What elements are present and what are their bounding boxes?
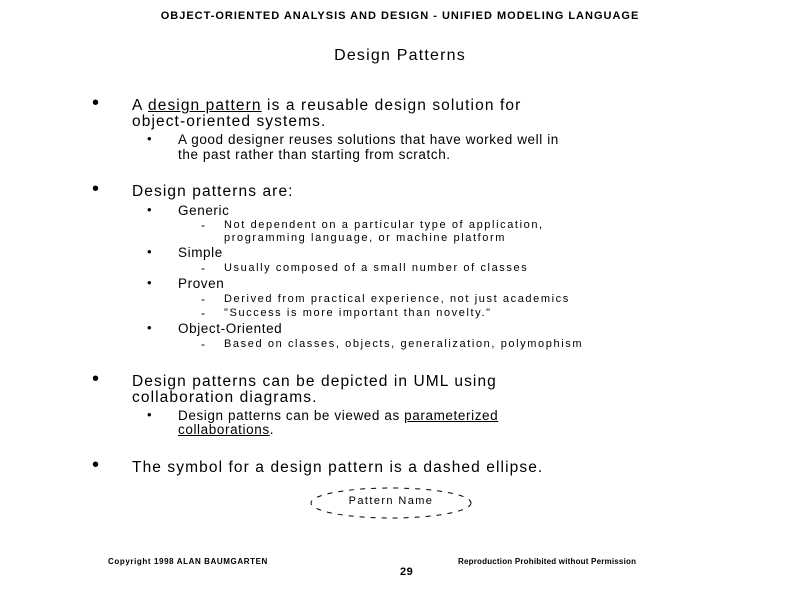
sub-bullet-marker: • [147,275,152,290]
sub-bullet-marker: • [147,244,152,259]
bullet-3-sub-line-1: Design patterns can be viewed as parameterized [178,408,499,423]
generic-detail-1: Not dependent on a particular type of application, [224,219,544,231]
bullet-marker: • [92,92,100,114]
simple-item: Simple [178,245,223,260]
bullet-1-sub-line-2: the past rather than starting from scratch. [178,147,451,162]
detail-marker: - [201,292,205,306]
parameterized-term: parameterized [404,408,499,423]
bullet-3-sub-line-2: collaborations. [178,422,275,437]
sub-bullet-marker: • [147,131,152,146]
bullet-marker: • [92,454,100,476]
bullet-2-text: Design patterns are: [132,183,294,200]
bullet-marker: • [92,368,100,390]
pattern-name-label: Pattern Name [348,495,434,507]
bullet-1-sub-line-1: A good designer reuses solutions that have worked well in [178,132,559,147]
detail-marker: - [201,337,205,351]
bullet-1-line-2: object-oriented systems. [132,113,327,130]
object-oriented-detail-1: Based on classes, objects, generalization, polymophism [224,338,584,350]
object-oriented-item: Object-Oriented [178,321,283,336]
design-pattern-term: design pattern [148,97,262,114]
copyright-notice: Copyright 1998 ALAN BAUMGARTEN [108,557,268,566]
bullet-4-text: The symbol for a design pattern is a dashed ellipse. [132,459,544,476]
bullet-1-line-1: A design pattern is a reusable design solution for [132,97,522,114]
collaborations-term: collaborations [178,422,270,437]
sub-bullet-marker: • [147,320,152,335]
simple-detail-1: Usually composed of a small number of classes [224,262,529,274]
page-number: 29 [400,566,414,578]
document-header: OBJECT-ORIENTED ANALYSIS AND DESIGN - UNIFIED MODELING LANGUAGE [160,10,640,22]
bullet-marker: • [92,178,100,200]
bullet-3-line-1: Design patterns can be depicted in UML using [132,373,497,390]
generic-item: Generic [178,203,230,218]
detail-marker: - [201,218,205,232]
page-title: Design Patterns [334,47,466,64]
generic-detail-2: programming language, or machine platform [224,232,507,244]
sub-bullet-marker: • [147,407,152,422]
detail-marker: - [201,306,205,320]
proven-detail-1: Derived from practical experience, not just academics [224,293,570,305]
bullet-3-line-2: collaboration diagrams. [132,389,318,406]
proven-detail-2: "Success is more important than novelty." [224,307,492,319]
sub-bullet-marker: • [147,202,152,217]
detail-marker: - [201,261,205,275]
reproduction-notice: Reproduction Prohibited without Permission [458,557,637,566]
proven-item: Proven [178,276,225,291]
